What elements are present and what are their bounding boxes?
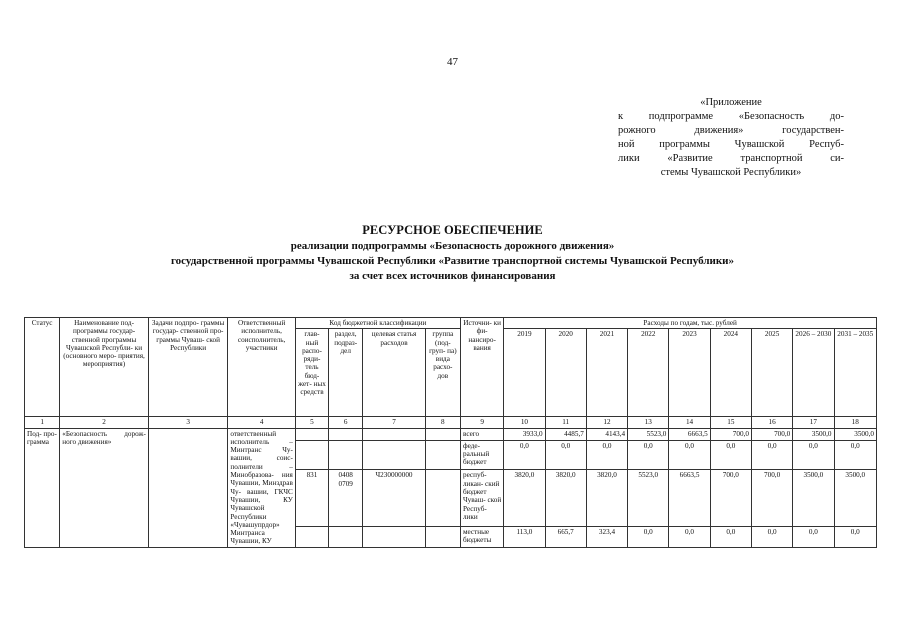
header-year: 2025 [751, 329, 792, 417]
value-cell: 6663,5 [669, 428, 710, 440]
section-cell: 0408 0709 [329, 470, 363, 526]
table-header-row [25, 318, 877, 329]
value-cell: 0,0 [669, 440, 710, 470]
appendix-note [618, 96, 844, 180]
value-cell: 323,4 [586, 526, 627, 547]
value-cell: 700,0 [710, 470, 751, 526]
column-number: 18 [834, 417, 876, 428]
column-number: 3 [148, 417, 228, 428]
value-cell: 3500,0 [793, 470, 834, 526]
main-manager-cell [295, 526, 328, 547]
appendix-line: лики «Развитие транспортной си- [618, 153, 844, 164]
value-cell: 0,0 [751, 526, 792, 547]
value-cell: 5523,0 [628, 470, 669, 526]
main-manager-cell: 831 [295, 470, 328, 526]
header-year: 2026 – 2030 [793, 329, 834, 417]
column-number: 10 [504, 417, 545, 428]
value-cell: 665,7 [545, 526, 586, 547]
value-cell: 3500,0 [793, 428, 834, 440]
value-cell: 700,0 [751, 428, 792, 440]
header-year: 2021 [586, 329, 627, 417]
source-cell: местные бюджеты [460, 526, 503, 547]
appendix-line: ной программы Чувашской Респуб- [618, 139, 844, 150]
appendix-line: к подпрограмме «Безопасность до- [618, 111, 844, 122]
value-cell: 700,0 [751, 470, 792, 526]
column-number: 17 [793, 417, 834, 428]
value-cell: 5523,0 [628, 428, 669, 440]
header-expenses: Расходы по годам, тыс. рублей [504, 318, 877, 329]
source-cell: всего [460, 428, 503, 440]
value-cell: 3820,0 [504, 470, 545, 526]
header-source: Источни- ки фи- нансиро- вания [460, 318, 503, 417]
column-number: 5 [295, 417, 328, 428]
column-number: 11 [545, 417, 586, 428]
tasks-cell [148, 428, 228, 547]
value-cell: 0,0 [669, 526, 710, 547]
column-number: 2 [60, 417, 149, 428]
column-number: 7 [363, 417, 425, 428]
header-group: группа (под- груп- па) вида расхо- дов [425, 329, 460, 417]
header-year: 2023 [669, 329, 710, 417]
document-subtitle-sources: за счет всех источников финансирования [349, 270, 556, 282]
executor-cell: ответственный исполнитель – Минтранс Чу- вашии, соис- полнители – Минобразова- ния Чувашии, Минздрав Чу- вашии, ГКЧС Чувашии, КУ Чувашской Республики «Чувашупрдор» Минтранса Чувашии, КУ [228, 428, 295, 547]
value-cell: 4143,4 [586, 428, 627, 440]
source-cell: феде- ральный бюджет [460, 440, 503, 470]
section-cell [329, 440, 363, 470]
column-number: 1 [25, 417, 60, 428]
name-cell: «Безопасность дорож- ного движения» [60, 428, 149, 547]
value-cell: 0,0 [710, 526, 751, 547]
header-year: 2031 – 2035 [834, 329, 876, 417]
header-main-manager: глав- ный распо- ряди- тель бюд- жет- ных средств [295, 329, 328, 417]
header-section: раздел, подраз- дел [329, 329, 363, 417]
header-year: 2022 [628, 329, 669, 417]
column-number: 14 [669, 417, 710, 428]
group-cell [425, 526, 460, 547]
group-cell [425, 440, 460, 470]
value-cell: 3933,0 [504, 428, 545, 440]
column-number: 6 [329, 417, 363, 428]
document-subtitle: реализации подпрограммы «Безопасность дорожного движения» [290, 240, 615, 252]
value-cell: 4485,7 [545, 428, 586, 440]
target-item-cell: Ч230000000 [363, 470, 425, 526]
header-target-item: целевая статья расходов [363, 329, 425, 417]
value-cell: 113,0 [504, 526, 545, 547]
value-cell: 0,0 [793, 440, 834, 470]
main-manager-cell [295, 428, 328, 440]
group-cell [425, 428, 460, 440]
column-number: 9 [460, 417, 503, 428]
target-item-cell [363, 428, 425, 440]
value-cell: 0,0 [710, 440, 751, 470]
value-cell: 3500,0 [834, 470, 876, 526]
resource-table [24, 317, 877, 548]
source-cell: респуб- ликан- ский бюджет Чуваш- ской Респуб- лики [460, 470, 503, 526]
column-number: 15 [710, 417, 751, 428]
header-budget-code: Код бюджетной классификации [295, 318, 460, 329]
value-cell: 0,0 [504, 440, 545, 470]
value-cell: 6663,5 [669, 470, 710, 526]
value-cell: 3820,0 [545, 470, 586, 526]
column-number-row [25, 417, 877, 428]
header-tasks: Задачи подпро- граммы государ- ственной про- граммы Чуваш- ской Республики [148, 318, 228, 417]
header-name: Наименование под- программы государ- ственной программы Чувашской Республи- ки (основного меро- приятия, мероприятия) [60, 318, 149, 417]
header-status: Статус [25, 318, 60, 417]
table-row [25, 428, 877, 440]
page-number: 47 [447, 56, 458, 68]
target-item-cell [363, 526, 425, 547]
column-number: 16 [751, 417, 792, 428]
section-cell [329, 526, 363, 547]
column-number: 12 [586, 417, 627, 428]
target-item-cell [363, 440, 425, 470]
document-subtitle-program: государственной программы Чувашской Республики «Развитие транспортной системы Чувашской Республики» [170, 255, 735, 267]
value-cell: 0,0 [834, 440, 876, 470]
appendix-line: рожного движения» государствен- [618, 125, 844, 136]
main-manager-cell [295, 440, 328, 470]
value-cell: 0,0 [793, 526, 834, 547]
column-number: 4 [228, 417, 295, 428]
appendix-line: стемы Чувашской Республики» [660, 167, 802, 178]
status-cell: Под- про- грамма [25, 428, 60, 547]
value-cell: 0,0 [586, 440, 627, 470]
section-cell [329, 428, 363, 440]
value-cell: 3820,0 [586, 470, 627, 526]
group-cell [425, 470, 460, 526]
appendix-line: «Приложение [700, 97, 762, 108]
header-year: 2020 [545, 329, 586, 417]
header-executor: Ответственный исполнитель, соисполнитель, участники [228, 318, 295, 417]
value-cell: 0,0 [545, 440, 586, 470]
value-cell: 0,0 [628, 440, 669, 470]
header-year: 2024 [710, 329, 751, 417]
value-cell: 0,0 [751, 440, 792, 470]
column-number: 8 [425, 417, 460, 428]
column-number: 13 [628, 417, 669, 428]
value-cell: 3500,0 [834, 428, 876, 440]
value-cell: 0,0 [834, 526, 876, 547]
header-year: 2019 [504, 329, 545, 417]
value-cell: 0,0 [628, 526, 669, 547]
document-title: РЕСУРСНОЕ ОБЕСПЕЧЕНИЕ [362, 223, 543, 237]
value-cell: 700,0 [710, 428, 751, 440]
